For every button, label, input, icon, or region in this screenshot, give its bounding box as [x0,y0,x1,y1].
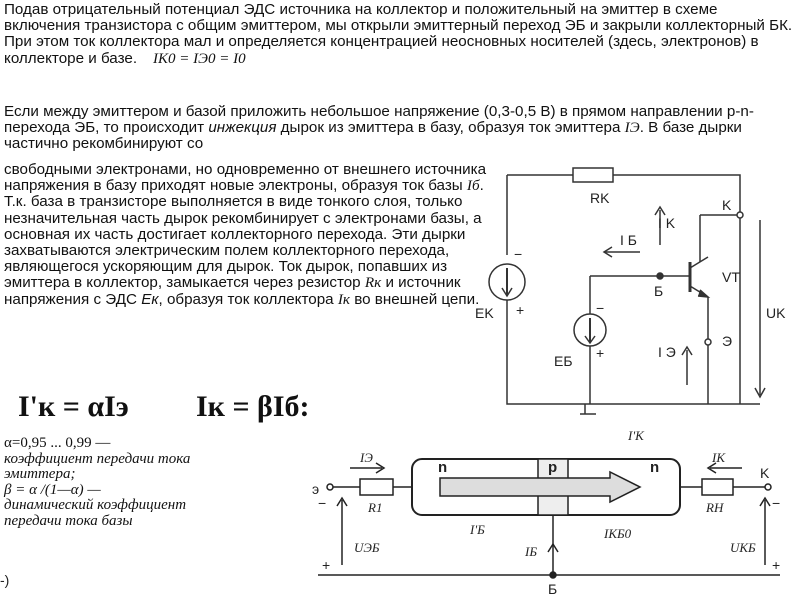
label-vt: VT [722,269,740,285]
formula-alpha: I'к = αIэ [18,390,129,423]
label-p: p [548,459,558,476]
label-plus-left: + [322,557,331,573]
text-seg: , образуя ток коллектора [158,290,338,308]
transistor-structure-diagram [318,459,780,578]
ground-symbol [580,404,596,414]
label-ukb: UKБ [730,540,756,555]
label-rk: RK [590,190,610,206]
label-minus-left: − [318,495,327,511]
paragraph-intro-text: Подав отрицательный потенциал ЭДС источника на коллектор и положительный на эмиттер в схеме включения транзистора с общим эмиттером, мы открыли эмиттерный переход ЭБ и закрыли коллекторный БК. При этом ток коллектора мал и определяется концентрацией неосновных носителей (здесь, электронов) в коллекторе и базе. [4,1,793,67]
label-ib-prime: I'Б [470,522,485,537]
alpha-range: α=0,95 ... 0,99 — [4,435,111,451]
label-n-left: n [438,459,448,476]
label-ik: I K [658,215,676,231]
label-ik-prime: I'K [628,428,644,443]
symbol-ie: IЭ [624,119,640,137]
node-base [550,572,556,578]
formula-beta: Iк = βIб: [196,390,310,423]
label-plus-ek: + [516,302,525,318]
label-r1: R1 [368,500,383,515]
label-eb: EБ [554,353,573,369]
resistor-rn [702,479,733,495]
symbol-ek: Ек [141,290,159,308]
label-corner: -) [0,572,10,588]
label-terminal-e: э [312,481,320,497]
text-seg: Если между эмиттером и базой приложить небольшое напряжение (0,3-0,5 В) в прямом направлении p-n-перехода ЭБ, то происходит [4,103,754,137]
text-seg: . Т.к. база в транзисторе выполняется в виде тонкого слоя, только незначительная часть дырок рекомбинирует с электронами базы, а основная их часть достигает коллекторного перехода. Эти дырки захватываются электрическим полем коллекторного перехода, являющегося ускоряющим для дырок. Ток дырок, попавших из эмиттера в коллектор, замыкается через резистор [4,177,484,292]
label-ek: EK [475,305,494,321]
beta-formula: β = α /(1—α) — [4,481,101,498]
label-terminal-k: K [760,465,770,481]
text-seg: . В базе дырки частично рекомбинируют со [4,119,742,153]
transistor-collector-lead [690,257,708,268]
node-e [705,339,711,345]
symbol-rk: Rк [364,274,382,292]
label-bottom-ie: IЭ [360,450,373,465]
resistor-r1 [360,479,393,495]
text-seg: и источник напряжения с ЭДС [4,274,461,308]
symbol-ib: Iб [466,177,480,195]
label-ikbo: IKБ0 [604,526,632,541]
wire-bottom [507,300,760,404]
label-bottom-ib: IБ [525,544,537,559]
label-rn: RH [706,500,724,515]
label-bottom-ik: IK [712,450,725,465]
label-b: Б [654,283,664,299]
node-base [657,273,663,279]
label-uk: UK [766,305,786,321]
term-injection: инжекция [208,119,277,137]
label-n-right: n [650,459,660,476]
text-seg: во внешней цепи. [350,290,480,308]
label-plus-right: + [772,557,781,573]
formula-reverse-currents: IK0 = IЭ0 = I0 [153,50,246,67]
beta-description: динамический коэффициент передачи тока базы [4,497,187,529]
label-ueb: UЭБ [354,540,380,555]
text-seg: дырок из эмиттера в базу, образуя ток эмиттера [276,119,625,137]
resistor-rk [573,168,613,182]
terminal-k [765,484,771,490]
alpha-description: коэффициент передачи тока эмиттера; [4,450,191,482]
node-k [737,212,743,218]
symbol-ik: Iк [337,290,350,308]
label-plus-eb: + [596,345,605,361]
label-e: Э [722,333,733,349]
label-ib: I Б [620,232,637,248]
label-minus-ek: − [514,246,523,262]
terminal-e [327,484,333,490]
label-minus-right: − [772,495,781,511]
label-terminal-b: Б [548,581,558,597]
label-minus-eb: − [596,300,605,316]
label-ie: I Э [658,344,676,360]
wire-top [507,175,740,215]
text-seg: свободными электронами, но одновременно от внешнего источника напряжения в базу приходят новые электроны, образуя ток базы [4,161,487,195]
label-k: K [722,197,732,213]
